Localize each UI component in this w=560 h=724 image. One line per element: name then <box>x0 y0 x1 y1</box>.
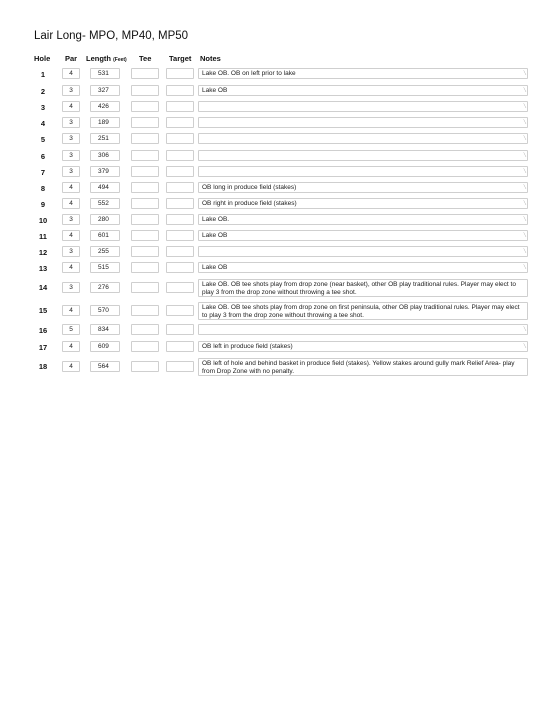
hole-number: 12 <box>38 248 48 257</box>
notes-text: OB left of hole and behind basket in produce field (stakes). Yellow stakes around gully mark Relief Area- play from Drop Zone with no penalty. <box>202 360 515 375</box>
notes-field[interactable] <box>198 150 528 161</box>
length-field[interactable]: 189 <box>90 117 120 128</box>
resize-grip-icon[interactable]: ╲ <box>523 200 526 206</box>
target-field[interactable] <box>166 85 194 96</box>
notes-text: Lake OB. OB tee shots play from drop zone (near basket), other OB play traditional rules. Player may elect to play 3 from the drop zone without throwing a tee shot. <box>202 281 516 296</box>
target-field[interactable] <box>166 282 194 293</box>
tee-field[interactable] <box>131 182 159 193</box>
tee-field[interactable] <box>131 246 159 257</box>
header-notes: Notes <box>200 54 221 63</box>
tee-field[interactable] <box>131 361 159 372</box>
target-field[interactable] <box>166 341 194 352</box>
length-field[interactable]: 379 <box>90 166 120 177</box>
length-field[interactable]: 609 <box>90 341 120 352</box>
notes-text: Lake OB. <box>202 216 230 223</box>
notes-field[interactable] <box>198 117 528 128</box>
hole-number: 13 <box>38 264 48 273</box>
target-field[interactable] <box>166 214 194 225</box>
hole-number: 5 <box>40 135 46 144</box>
resize-grip-icon[interactable]: ╲ <box>523 168 526 174</box>
length-field[interactable]: 494 <box>90 182 120 193</box>
hole-number: 8 <box>40 184 46 193</box>
length-field[interactable]: 552 <box>90 198 120 209</box>
tee-field[interactable] <box>131 68 159 79</box>
par-field[interactable]: 4 <box>62 341 80 352</box>
length-field[interactable]: 255 <box>90 246 120 257</box>
notes-field[interactable] <box>198 133 528 144</box>
header-target: Target <box>169 54 192 63</box>
target-field[interactable] <box>166 324 194 335</box>
hole-number: 11 <box>39 232 47 241</box>
par-field[interactable]: 4 <box>62 68 80 79</box>
resize-grip-icon[interactable]: ╲ <box>523 326 526 332</box>
par-field[interactable]: 4 <box>62 305 80 316</box>
tee-field[interactable] <box>131 85 159 96</box>
length-field[interactable]: 564 <box>90 361 120 372</box>
hole-number: 18 <box>38 362 48 371</box>
target-field[interactable] <box>166 262 194 273</box>
tee-field[interactable] <box>131 150 159 161</box>
header-par: Par <box>65 54 78 63</box>
par-field[interactable]: 3 <box>62 214 80 225</box>
tee-field[interactable] <box>131 214 159 225</box>
header-length-label: Length <box>86 54 111 63</box>
notes-field[interactable] <box>198 324 528 335</box>
length-field[interactable]: 570 <box>90 305 120 316</box>
par-field[interactable]: 3 <box>62 150 80 161</box>
notes-field[interactable] <box>198 101 528 112</box>
length-field[interactable]: 515 <box>90 262 120 273</box>
notes-field[interactable] <box>198 262 528 273</box>
par-field[interactable]: 4 <box>62 101 80 112</box>
page-title: Lair Long- MPO, MP40, MP50 <box>34 30 189 42</box>
hole-number: 10 <box>38 216 48 225</box>
notes-field[interactable] <box>198 279 528 297</box>
tee-field[interactable] <box>131 262 159 273</box>
hole-number: 15 <box>38 306 48 315</box>
target-field[interactable] <box>166 361 194 372</box>
par-field[interactable]: 4 <box>62 230 80 241</box>
length-field[interactable]: 426 <box>90 101 120 112</box>
target-field[interactable] <box>166 133 194 144</box>
target-field[interactable] <box>166 101 194 112</box>
par-field[interactable]: 4 <box>62 182 80 193</box>
target-field[interactable] <box>166 246 194 257</box>
resize-grip-icon[interactable]: ╲ <box>523 103 526 109</box>
length-field[interactable]: 306 <box>90 150 120 161</box>
notes-text: Lake OB <box>202 232 228 239</box>
tee-field[interactable] <box>131 101 159 112</box>
notes-text: Lake OB <box>202 264 228 271</box>
target-field[interactable] <box>166 305 194 316</box>
resize-grip-icon[interactable]: ╲ <box>523 232 526 238</box>
resize-grip-icon[interactable]: ╲ <box>523 216 526 222</box>
par-field[interactable]: 3 <box>62 246 80 257</box>
notes-field[interactable] <box>198 85 528 96</box>
tee-field[interactable] <box>131 117 159 128</box>
par-field[interactable]: 3 <box>62 117 80 128</box>
tee-field[interactable] <box>131 341 159 352</box>
header-hole: Hole <box>34 54 51 63</box>
par-field[interactable]: 4 <box>62 262 80 273</box>
header-tee: Tee <box>139 54 152 63</box>
resize-grip-icon[interactable]: ╲ <box>523 119 526 125</box>
resize-grip-icon[interactable]: ╲ <box>523 152 526 158</box>
notes-field[interactable] <box>198 302 528 320</box>
tee-field[interactable] <box>131 133 159 144</box>
notes-field[interactable] <box>198 341 528 352</box>
par-field[interactable]: 3 <box>62 166 80 177</box>
par-field[interactable]: 3 <box>62 85 80 96</box>
hole-number: 4 <box>40 119 46 128</box>
hole-number: 17 <box>38 343 48 352</box>
target-field[interactable] <box>166 150 194 161</box>
hole-number: 14 <box>38 283 48 292</box>
resize-grip-icon[interactable]: ╲ <box>523 184 526 190</box>
target-field[interactable] <box>166 166 194 177</box>
notes-text: Lake OB <box>202 87 228 94</box>
length-field[interactable]: 251 <box>90 133 120 144</box>
length-field[interactable]: 531 <box>90 68 120 79</box>
notes-field[interactable] <box>198 68 528 79</box>
length-field[interactable]: 276 <box>90 282 120 293</box>
tee-field[interactable] <box>131 166 159 177</box>
hole-number: 2 <box>40 87 46 96</box>
notes-text: Lake OB. OB on left prior to lake <box>202 70 296 77</box>
length-field[interactable]: 327 <box>90 85 120 96</box>
hole-number: 16 <box>38 326 48 335</box>
notes-field[interactable] <box>198 246 528 257</box>
hole-number: 7 <box>40 168 46 177</box>
hole-number: 3 <box>40 103 46 112</box>
resize-grip-icon[interactable]: ╲ <box>523 135 526 141</box>
par-field[interactable]: 4 <box>62 361 80 372</box>
resize-grip-icon[interactable]: ╲ <box>523 87 526 93</box>
tee-field[interactable] <box>131 324 159 335</box>
notes-field[interactable] <box>198 230 528 241</box>
hole-number: 1 <box>40 70 46 79</box>
par-field[interactable]: 4 <box>62 198 80 209</box>
length-field[interactable]: 280 <box>90 214 120 225</box>
notes-text: Lake OB. OB tee shots play from drop zone on first peninsula, other OB play traditional rules. Player may elect to play 3 from the drop zone without throwing a tee shot. <box>202 304 520 319</box>
tee-field[interactable] <box>131 305 159 316</box>
notes-text: OB right in produce field (stakes) <box>202 200 297 207</box>
resize-grip-icon[interactable]: ╲ <box>523 264 526 270</box>
target-field[interactable] <box>166 182 194 193</box>
par-field[interactable]: 5 <box>62 324 80 335</box>
tee-field[interactable] <box>131 282 159 293</box>
par-field[interactable]: 3 <box>62 133 80 144</box>
notes-field[interactable] <box>198 182 528 193</box>
tee-field[interactable] <box>131 230 159 241</box>
hole-number: 6 <box>40 152 46 161</box>
resize-grip-icon[interactable]: ╲ <box>523 343 526 349</box>
target-field[interactable] <box>166 230 194 241</box>
header-length <box>86 54 127 63</box>
resize-grip-icon[interactable]: ╲ <box>523 248 526 254</box>
par-field[interactable]: 3 <box>62 282 80 293</box>
hole-number: 9 <box>40 200 46 209</box>
target-field[interactable] <box>166 198 194 209</box>
notes-field[interactable] <box>198 214 528 225</box>
target-field[interactable] <box>166 117 194 128</box>
resize-grip-icon[interactable]: ╲ <box>523 70 526 76</box>
target-field[interactable] <box>166 68 194 79</box>
header-length-unit: (Feet) <box>113 57 127 63</box>
notes-field[interactable] <box>198 358 528 376</box>
notes-text: OB left in produce field (stakes) <box>202 343 293 350</box>
notes-text: OB long in produce field (stakes) <box>202 184 297 191</box>
length-field[interactable]: 601 <box>90 230 120 241</box>
notes-field[interactable] <box>198 198 528 209</box>
length-field[interactable]: 834 <box>90 324 120 335</box>
tee-field[interactable] <box>131 198 159 209</box>
notes-field[interactable] <box>198 166 528 177</box>
